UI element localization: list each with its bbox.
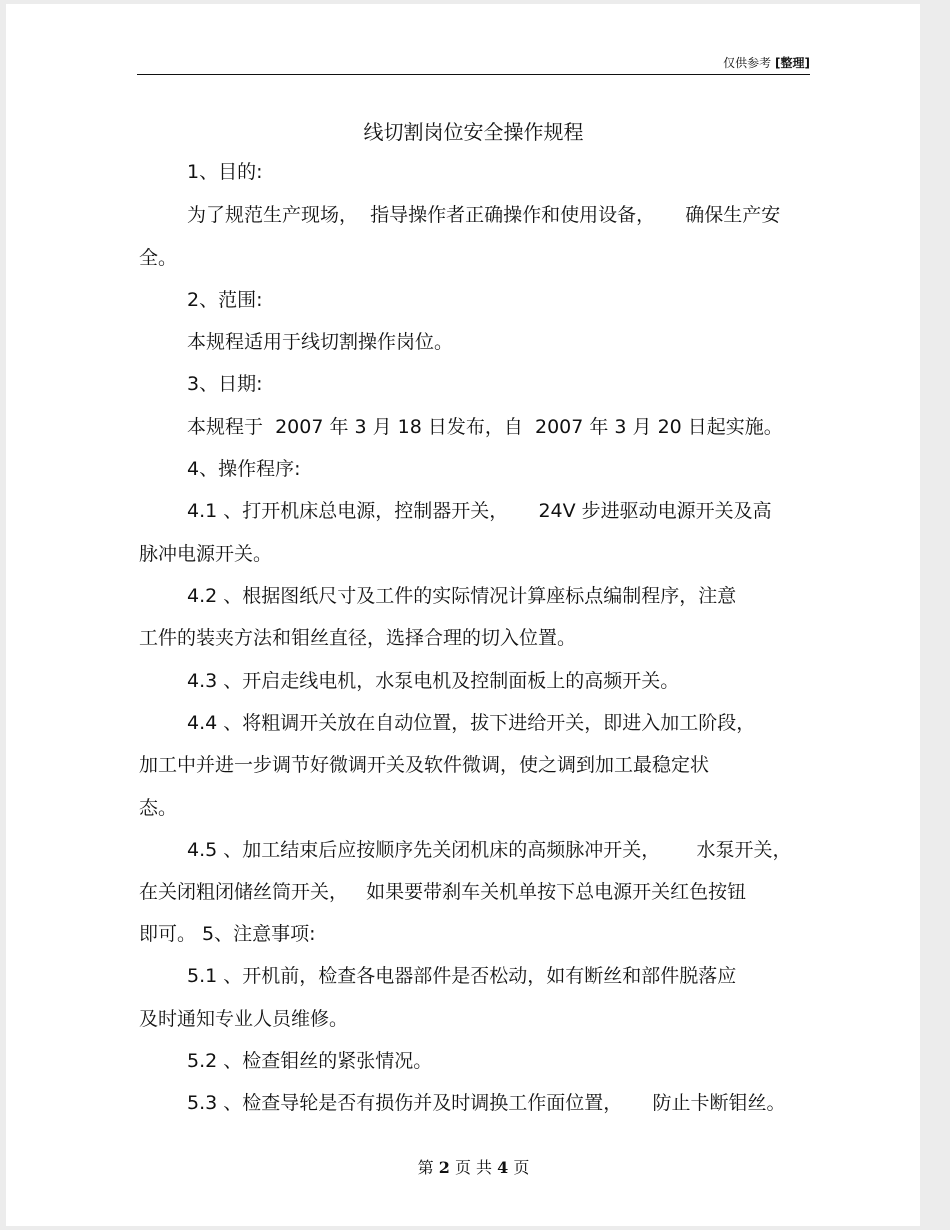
step-4-4: 4.4 、将粗调开关放在自动位置，拔下进给开关，即进入加工阶段， bbox=[187, 712, 756, 734]
footer-page-total: 4 bbox=[497, 1158, 509, 1177]
header-label bbox=[560, 54, 810, 71]
footer-prefix: 第 bbox=[417, 1158, 434, 1177]
note-5-3: 5.3 、检查导轮是否有损伤并及时调换工作面位置， 防止卡断钼丝。 bbox=[187, 1092, 786, 1114]
step-4-2-cont: 工件的装夹方法和钼丝直径，选择合理的切入位置。 bbox=[139, 627, 577, 649]
section-1-heading: 1、目的: bbox=[187, 161, 263, 183]
note-5-1: 5.1 、开机前，检查各电器部件是否松动，如有断丝和部件脱落应 bbox=[187, 965, 737, 987]
footer-suffix: 页 bbox=[508, 1158, 530, 1177]
step-4-4-cont: 加工中并进一步调节好微调开关及软件微调，使之调到加工最稳定状 bbox=[139, 754, 710, 776]
header-text: 仅供参考 bbox=[723, 56, 772, 70]
footer-page-number: 2 bbox=[438, 1158, 450, 1177]
footer-middle: 页 共 bbox=[449, 1158, 493, 1177]
document-page bbox=[6, 4, 920, 1226]
section-2-heading: 2、范围: bbox=[187, 289, 263, 311]
step-4-1-cont: 脉冲电源开关。 bbox=[139, 543, 273, 565]
section-1-body: 为了规范生产现场， 指导操作者正确操作和使用设备， 确保生产安 bbox=[187, 204, 781, 226]
section-3-heading: 3、日期: bbox=[187, 373, 263, 395]
step-4-4-cont-2: 态。 bbox=[139, 797, 178, 819]
section-2-body: 本规程适用于线切割操作岗位。 bbox=[187, 331, 454, 353]
note-5-2: 5.2 、检查钼丝的紧张情况。 bbox=[187, 1050, 433, 1072]
section-3-body: 本规程于 2007 年 3 月 18 日发布，自 2007 年 3 月 20 日起实施。 bbox=[187, 416, 783, 438]
page-footer bbox=[137, 1155, 810, 1178]
step-4-5: 4.5 、加工结束后应按顺序先关闭机床的高频脉冲开关， 水泵开关， bbox=[187, 839, 792, 861]
step-4-1: 4.1 、打开机床总电源，控制器开关， 24V 步进驱动电源开关及高 bbox=[187, 500, 772, 522]
note-5-1-cont: 及时通知专业人员维修。 bbox=[139, 1008, 349, 1030]
header-tag: [整理] bbox=[775, 56, 810, 70]
header-rule bbox=[137, 74, 810, 75]
section-1-body-cont: 全。 bbox=[139, 247, 178, 269]
step-4-3: 4.3 、开启走线电机，水泵电机及控制面板上的高频开关。 bbox=[187, 670, 680, 692]
step-4-5-cont-2: 即可。 5、注意事项: bbox=[139, 923, 316, 945]
step-4-5-cont: 在关闭粗闭储丝筒开关， 如果要带刹车关机单按下总电源开关红色按钮 bbox=[139, 881, 747, 903]
section-4-heading: 4、操作程序: bbox=[187, 458, 301, 480]
document-title: 线切割岗位安全操作规程 bbox=[363, 120, 584, 144]
step-4-2: 4.2 、根据图纸尺寸及工件的实际情况计算座标点编制程序，注意 bbox=[187, 585, 737, 607]
